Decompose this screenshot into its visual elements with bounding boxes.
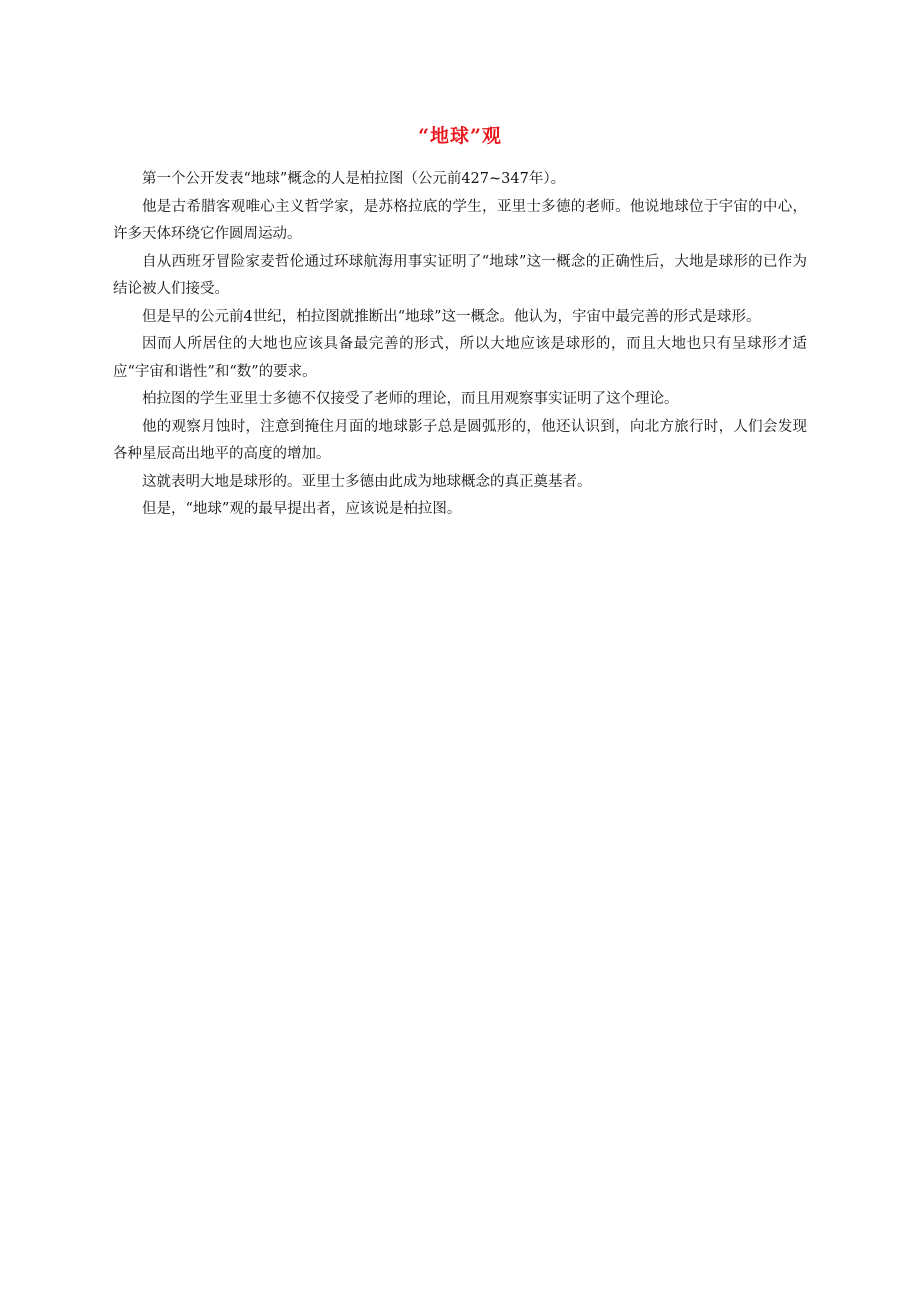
paragraph: 柏拉图的学生亚里士多德不仅接受了老师的理论，而且用观察事实证明了这个理论。 xyxy=(142,391,679,407)
document-body xyxy=(113,166,807,524)
paragraph: 因而人所居住的大地也应该具备最完善的形式，所以大地应该是球形的，而且大地也只有呈球形才适应“宇宙和谐性”和“数”的要求。 xyxy=(113,336,807,380)
paragraph: 但是早的公元前4世纪，柏拉图就推断出“地球”这一概念。他认为，宇宙中最完善的形式是球形。 xyxy=(142,308,761,325)
paragraph: 他是古希腊客观唯心主义哲学家，是苏格拉底的学生，亚里士多德的老师。他说地球位于宇宙的中心，许多天体环绕它作圆周运动。 xyxy=(113,198,807,242)
paragraph: 他的观察月蚀时，注意到掩住月面的地球影子总是圆弧形的，他还认识到，向北方旅行时，人们会发现各种星辰高出地平的高度的增加。 xyxy=(113,418,807,462)
document-title: “地球”观 xyxy=(418,125,502,147)
paragraph: 第一个公开发表“地球”概念的人是柏拉图（公元前427~347年）。 xyxy=(142,171,566,187)
paragraph: 自从西班牙冒险家麦哲伦通过环球航海用事实证明了“地球”这一概念的正确性后，大地是球形的已作为结论被人们接受。 xyxy=(113,253,807,297)
paragraph: 但是，“地球”观的最早提出者，应该说是柏拉图。 xyxy=(142,501,462,517)
paragraph: 这就表明大地是球形的。亚里士多德由此成为地球概念的真正奠基者。 xyxy=(142,473,592,490)
